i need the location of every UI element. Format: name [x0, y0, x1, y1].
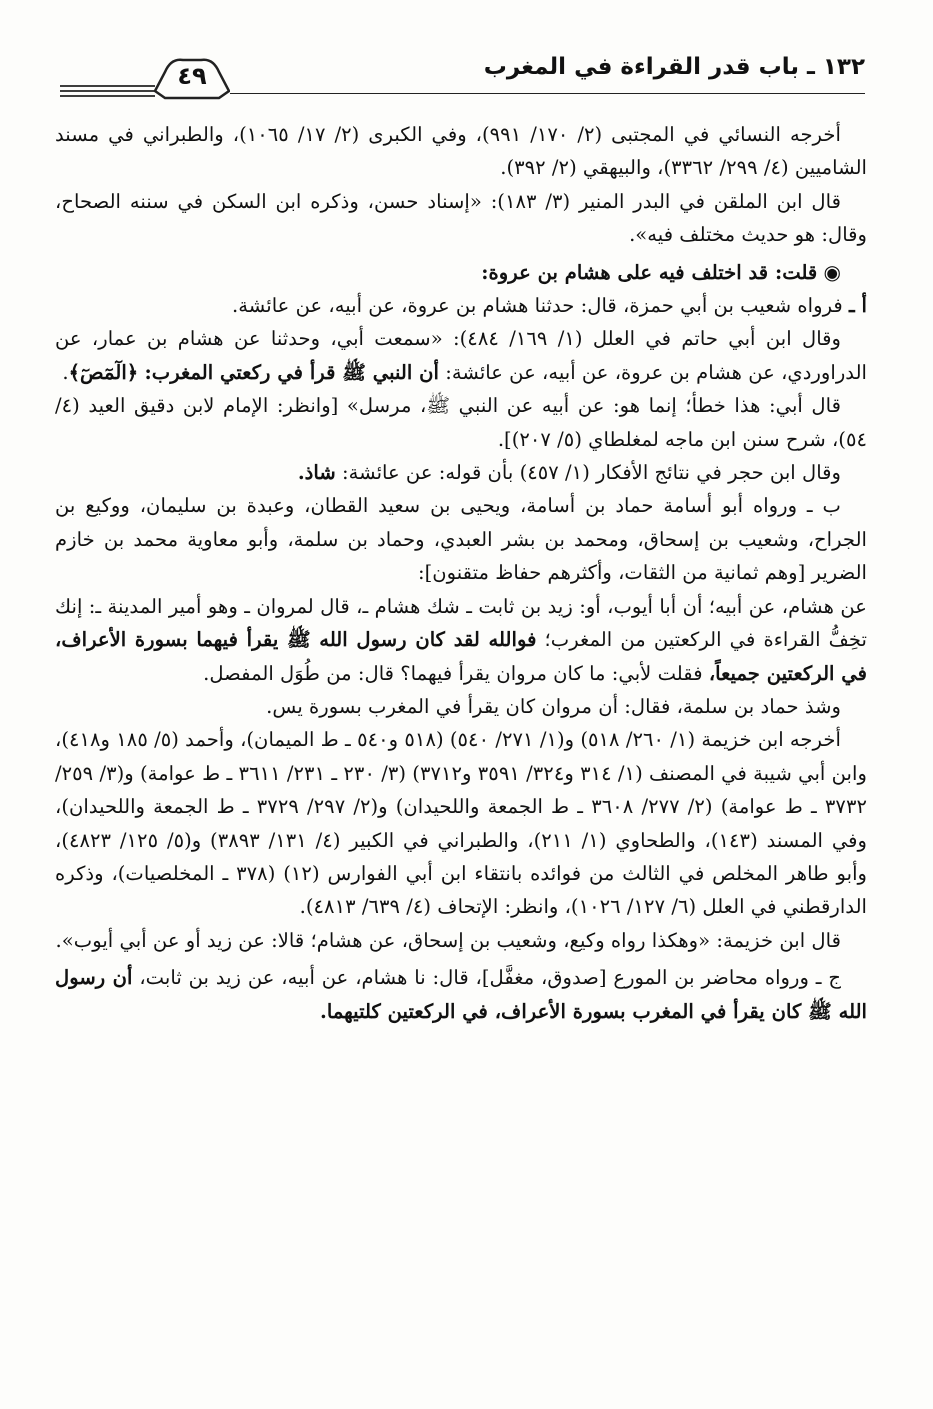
paragraph-10: وشذ حماد بن سلمة، فقال: أن مروان كان يقرأ في المغرب بسورة يس.	[266, 694, 841, 718]
paragraph-9-tail: فقلت لأبي: ما كان مروان يقرأ فيهما؟ قال: من طُوَل المفصل.	[203, 661, 703, 685]
paragraph-4-label: أ ـ	[848, 294, 867, 318]
paragraph-9-bold: فوالله لقد كان رسول الله ﷺ يقرأ فيهما بسورة الأعراف، في الركعتين جميعاً،	[55, 628, 867, 685]
paragraph-13-text: ج ـ ورواه محاضر بن المورع [صدوق، مغفَّل]، قال: نا هشام، عن أبيه، عن زيد بن ثابت،	[139, 966, 841, 990]
paragraph-2: قال ابن الملقن في البدر المنير (٣/ ١٨٣): «إسناد حسن، وذكره ابن السكن في سننه الصحاح، وقال: هو حديث مختلف فيه».	[55, 189, 867, 247]
paragraph-3-text: قلت: قد اختلف فيه على هشام بن عروة:	[481, 260, 818, 284]
paragraph-5-text: وقال ابن أبي حاتم في العلل (١/ ١٦٩/ ٤٨٤): «سمعت أبي، وحدثنا عن هشام بن عمار، عن الدراوردي، عن هشام بن عروة، عن أبيه، عن عائشة:	[55, 327, 867, 384]
paragraph-8: ب ـ ورواه أبو أسامة حماد بن أسامة، ويحيى بن سعيد القطان، وعبدة بن سليمان، ووكيع بن الجراح، وشعيب بن إسحاق، ومحمد بن بشر العبدي، وحماد بن سلمة، وأبو معاوية محمد بن خازم الضرير [وهم ثمانية من الثقات، وأكثرهم حفاظ متقنون]:	[55, 494, 867, 585]
paragraph-13	[55, 961, 867, 1028]
running-title: ١٣٢ ـ باب قدر القراءة في المغرب	[483, 54, 865, 80]
paragraph-7-bold: شاذ.	[297, 461, 336, 485]
paragraph-7	[55, 456, 867, 489]
paragraph-1: أخرجه النسائي في المجتبى (٢/ ١٧٠/ ٩٩١)، وفي الكبرى (٢/ ١٧/ ١٠٦٥)، والطبراني في مسند الشاميين (٤/ ٢٩٩/ ٣٣٦٢)، والبيهقي (٢/ ٣٩٢).	[55, 123, 867, 180]
paragraph-5	[55, 322, 867, 389]
paragraph-9	[55, 590, 867, 690]
paragraph-6: قال أبي: هذا خطأ؛ إنما هو: عن أبيه عن النبي ﷺ، مرسل» [وانظر: الإمام لابن دقيق العيد (٤/ ٥٤)، شرح سنن ابن ماجه لمغلطاي (٥/ ٢٠٧)].	[55, 394, 867, 451]
paragraph-3	[55, 256, 867, 289]
paragraph-7-text: وقال ابن حجر في نتائج الأفكار (١/ ٤٥٧) بأن قوله: عن عائشة:	[341, 461, 841, 485]
paragraph-4	[55, 289, 867, 322]
paragraph-5-end: .	[62, 360, 69, 384]
page-body	[55, 118, 867, 1028]
paragraph-11: أخرجه ابن خزيمة (١/ ٢٦٠/ ٥١٨) و(١/ ٢٧١/ ٥٤٠) (٥١٨ و٥٤٠ ـ ط الميمان)، وأحمد (٥/ ١٨٥ و٤١٨)، وابن أبي شيبة في المصنف (١/ ٣١٤ و٣٢٤/ ٣٥٩١ و٣٧١٢) (٣/ ٢٣٠ ـ ٢٣١/ ٣٦١١ ـ ط عوامة) و(٣/ ٢٥٩/ ٣٧٣٢ ـ ط عوامة) (٢/ ٢٧٧/ ٣٦٠٨ ـ ط الجمعة واللحيدان) و(٢/ ٢٩٧/ ٣٧٢٩ ـ ط الجمعة واللحيدان)، وفي المسند (١٤٣)، والطحاوي (١/ ٢١١)، والطبراني في الكبير (٤/ ١٣١/ ٣٨٩٣) و(٥/ ١٢٥/ ٤٨٢٣)، وأبو طاهر المخلص في الثالث من فوائده بانتقاء ابن أبي الفوارس (١٢) (٣٧٨ ـ المخلصيات)، وذكره الدارقطني في العلل (٦/ ١٢٧/ ١٠٢٦)، وانظر: الإتحاف (٤/ ٦٣٩/ ٤٨١٣).	[55, 728, 867, 919]
page-number-frame	[55, 50, 230, 100]
note-marker-icon: ◉	[823, 259, 841, 284]
paragraph-9-text: عن هشام، عن أبيه؛ أن أبا أيوب، أو: زيد بن ثابت ـ شك هشام ـ، قال لمروان ـ وهو أمير المدينة ـ: إنك تخِفُّ القراءة في الركعتين من المغرب؛	[55, 594, 867, 652]
header-rule	[230, 93, 865, 94]
paragraph-12: قال ابن خزيمة: «وهكذا رواه وكيع، وشعيب بن إسحاق، عن هشام؛ قالا: عن زيد أو عن أبي أيوب».	[55, 928, 841, 952]
paragraph-5-quran: ﴿الٓمٓصٓ﴾	[68, 360, 139, 384]
paragraph-13-bold: أن رسول الله ﷺ كان يقرأ في المغرب بسورة الأعراف، في الركعتين كلتيهما.	[55, 966, 867, 1023]
page-number: ٤٩	[177, 62, 207, 90]
paragraph-4-text: فرواه شعيب بن أبي حمزة، قال: حدثنا هشام بن عروة، عن أبيه، عن عائشة.	[232, 294, 843, 318]
paragraph-5-bold: أن النبي ﷺ قرأ في ركعتي المغرب:	[144, 360, 440, 384]
page-header	[55, 50, 865, 100]
